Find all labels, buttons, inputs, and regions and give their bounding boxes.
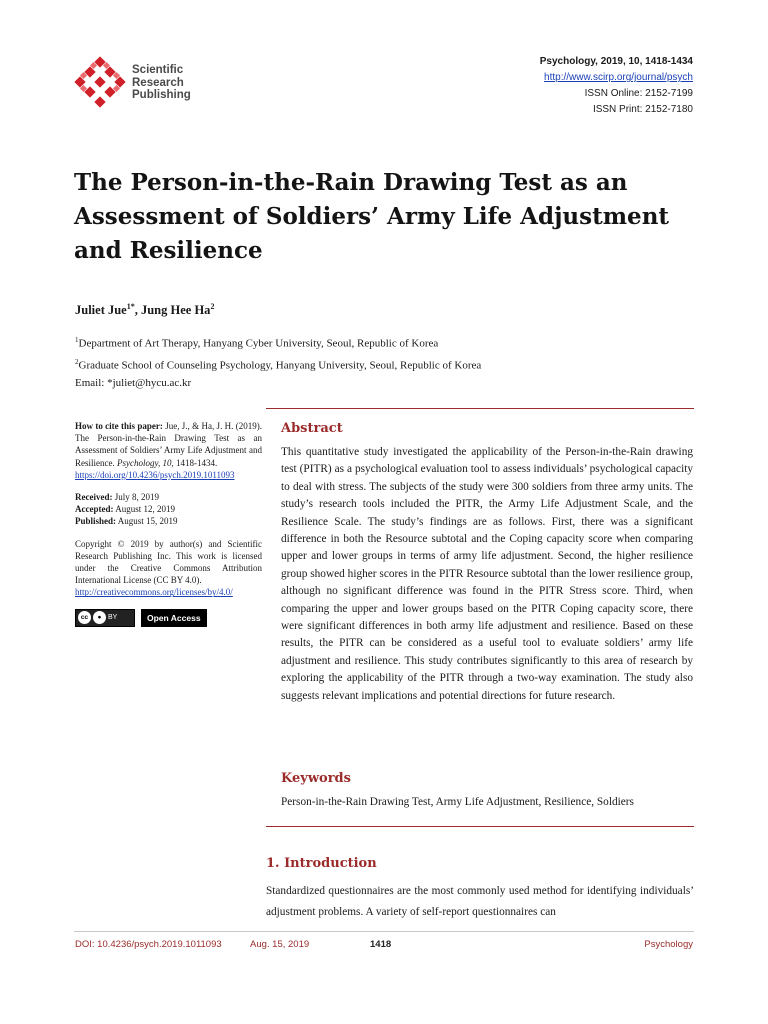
by-label: BY — [108, 613, 118, 621]
cc-by-badge[interactable] — [75, 609, 135, 627]
copyright-text: Copyright © 2019 by author(s) and Scientific Research Publishing Inc. This work is licensed under the Creative Commons Attribution International License (CC BY 4.0). — [75, 538, 262, 586]
author-2: Jung Hee Ha — [140, 303, 211, 318]
author-1: Juliet Jue — [75, 303, 127, 318]
dates-block — [75, 491, 262, 528]
accepted-value: August 12, 2019 — [115, 504, 176, 515]
affiliation-2-sup: 2 — [75, 357, 79, 366]
authors: Juliet Jue$^{1*}$, Jung Hee Ha$^2$ — [75, 302, 215, 318]
author-2-sup: 2 — [210, 302, 215, 311]
affiliation-2 — [75, 353, 481, 375]
license-badges — [75, 609, 262, 627]
publisher-name-line2: Research — [132, 76, 184, 89]
journal-citation: Psychology, 2019, 10, 1418-1434 — [539, 56, 693, 67]
abstract-text: This quantitative study investigated the applicability of the Person-in-the-Rain drawing test (PITR) as a psychological evaluation tool to assess individuals’ psychological capacity to deal with stress. The subjects of the study were 300 soldiers from three army units. The study’s research tools included the PITR, the Army Life Adjustment Scale, and the Resilience Scale. The study’s findings are as follows. First, there was a significant difference in both the Resource subtotal and the Coping capacity score when comparing upper and lower groups in terms of army life adjustment. Second, the higher resilience group showed higher scores in the PITR Resource subtotal than the lower resilience group, although no significant difference was found in the PITR Stress score. Third, when comparing the upper and lower groups based on the PITR Coping capacity score, there were significant differences in both army life adjustment and resilience. Based on these results, the PITR can be considered as a useful tool to evaluate soldiers’ army life adjustment and resilience. This study contributes significantly to this area of research by exploring the applicability of the PITR through a two-way examination. The study also suggests relevant implications and potential directions for future research. — [281, 446, 693, 702]
abstract-heading: Abstract — [281, 421, 343, 436]
journal-url-link[interactable]: http://www.scirp.org/journal/psych — [544, 72, 693, 83]
published-date — [75, 515, 262, 527]
keywords-bottom-rule — [266, 826, 694, 827]
published-label: Published: — [75, 516, 117, 527]
publisher-diamond-icon — [74, 56, 130, 114]
by-person-icon: ● — [93, 611, 106, 624]
issn-print: ISSN Print: 2152-7180 — [592, 104, 693, 115]
author-1-sup: 1* — [126, 302, 135, 311]
accepted-label: Accepted: — [75, 504, 114, 515]
citation-text: Jue, J., & Ha, J. H. (2019). The Person-in-the-Rain Drawing Test as an Assessment of Soldiers’ Army Life Adjustment and Resilience. — [75, 421, 262, 468]
received-label: Received: — [75, 492, 113, 503]
sidebar — [75, 420, 262, 627]
accepted-date — [75, 503, 262, 515]
affiliations — [75, 331, 481, 392]
footer-date: Aug. 15, 2019 — [250, 939, 310, 950]
journal-info — [540, 54, 693, 118]
publisher-logo[interactable] — [74, 56, 204, 114]
open-access-badge[interactable]: Open Access — [141, 609, 207, 627]
publisher-name-line1: Scientific — [132, 64, 184, 76]
publisher-name-line3: Publishing — [132, 89, 191, 101]
footer-doi[interactable]: DOI: 10.4236/psych.2019.1011093 — [75, 939, 222, 950]
footer-divider — [74, 931, 694, 932]
cc-icon: cc — [78, 611, 91, 624]
affiliation-1-sup: 1 — [75, 336, 79, 344]
published-value: August 15, 2019 — [117, 516, 178, 527]
introduction-heading: 1. Introduction — [266, 856, 377, 871]
introduction-text: Standardized questionnaires are the most commonly used method for identifying individuals’ adjustment problems. A variety of self-report questionnaires can — [266, 885, 694, 918]
citation-block — [75, 420, 262, 481]
citation-label: How to cite this paper: — [75, 421, 163, 431]
keywords-text: Person-in-the-Rain Drawing Test, Army Life Adjustment, Resilience, Soldiers — [281, 796, 634, 808]
citation-journal: Psychology, 10, — [117, 457, 174, 468]
copyright-notice — [75, 538, 262, 599]
received-value: July 8, 2019 — [114, 492, 159, 503]
publisher-name — [132, 64, 191, 102]
keywords-heading: Keywords — [281, 771, 351, 786]
affiliation-1-text: Department of Art Therapy, Hanyang Cyber University, Seoul, Republic of Korea — [78, 337, 439, 350]
abstract-top-rule — [266, 408, 694, 409]
citation-pages: 1418-1434. — [176, 457, 218, 468]
paper-title: The Person-in-the-Rain Drawing Test as an Assessment of Soldiers’ Army Life Adjustment and Resilience — [74, 169, 670, 264]
license-link[interactable]: http://creativecommons.org/licenses/by/4.0/ — [75, 587, 233, 598]
affiliation-2-text: Graduate School of Counseling Psychology, Hanyang University, Seoul, Republic of Korea — [78, 359, 482, 372]
footer-page-number: 1418 — [370, 939, 392, 950]
affiliation-1 — [75, 331, 481, 353]
issn-online: ISSN Online: 2152-7199 — [584, 88, 693, 99]
received-date — [75, 491, 262, 503]
contact-email[interactable]: Email: *juliet@hycu.ac.kr — [75, 377, 192, 390]
citation-doi-link[interactable]: https://doi.org/10.4236/psych.2019.1011093 — [75, 469, 235, 480]
footer-journal: Psychology — [644, 939, 693, 950]
